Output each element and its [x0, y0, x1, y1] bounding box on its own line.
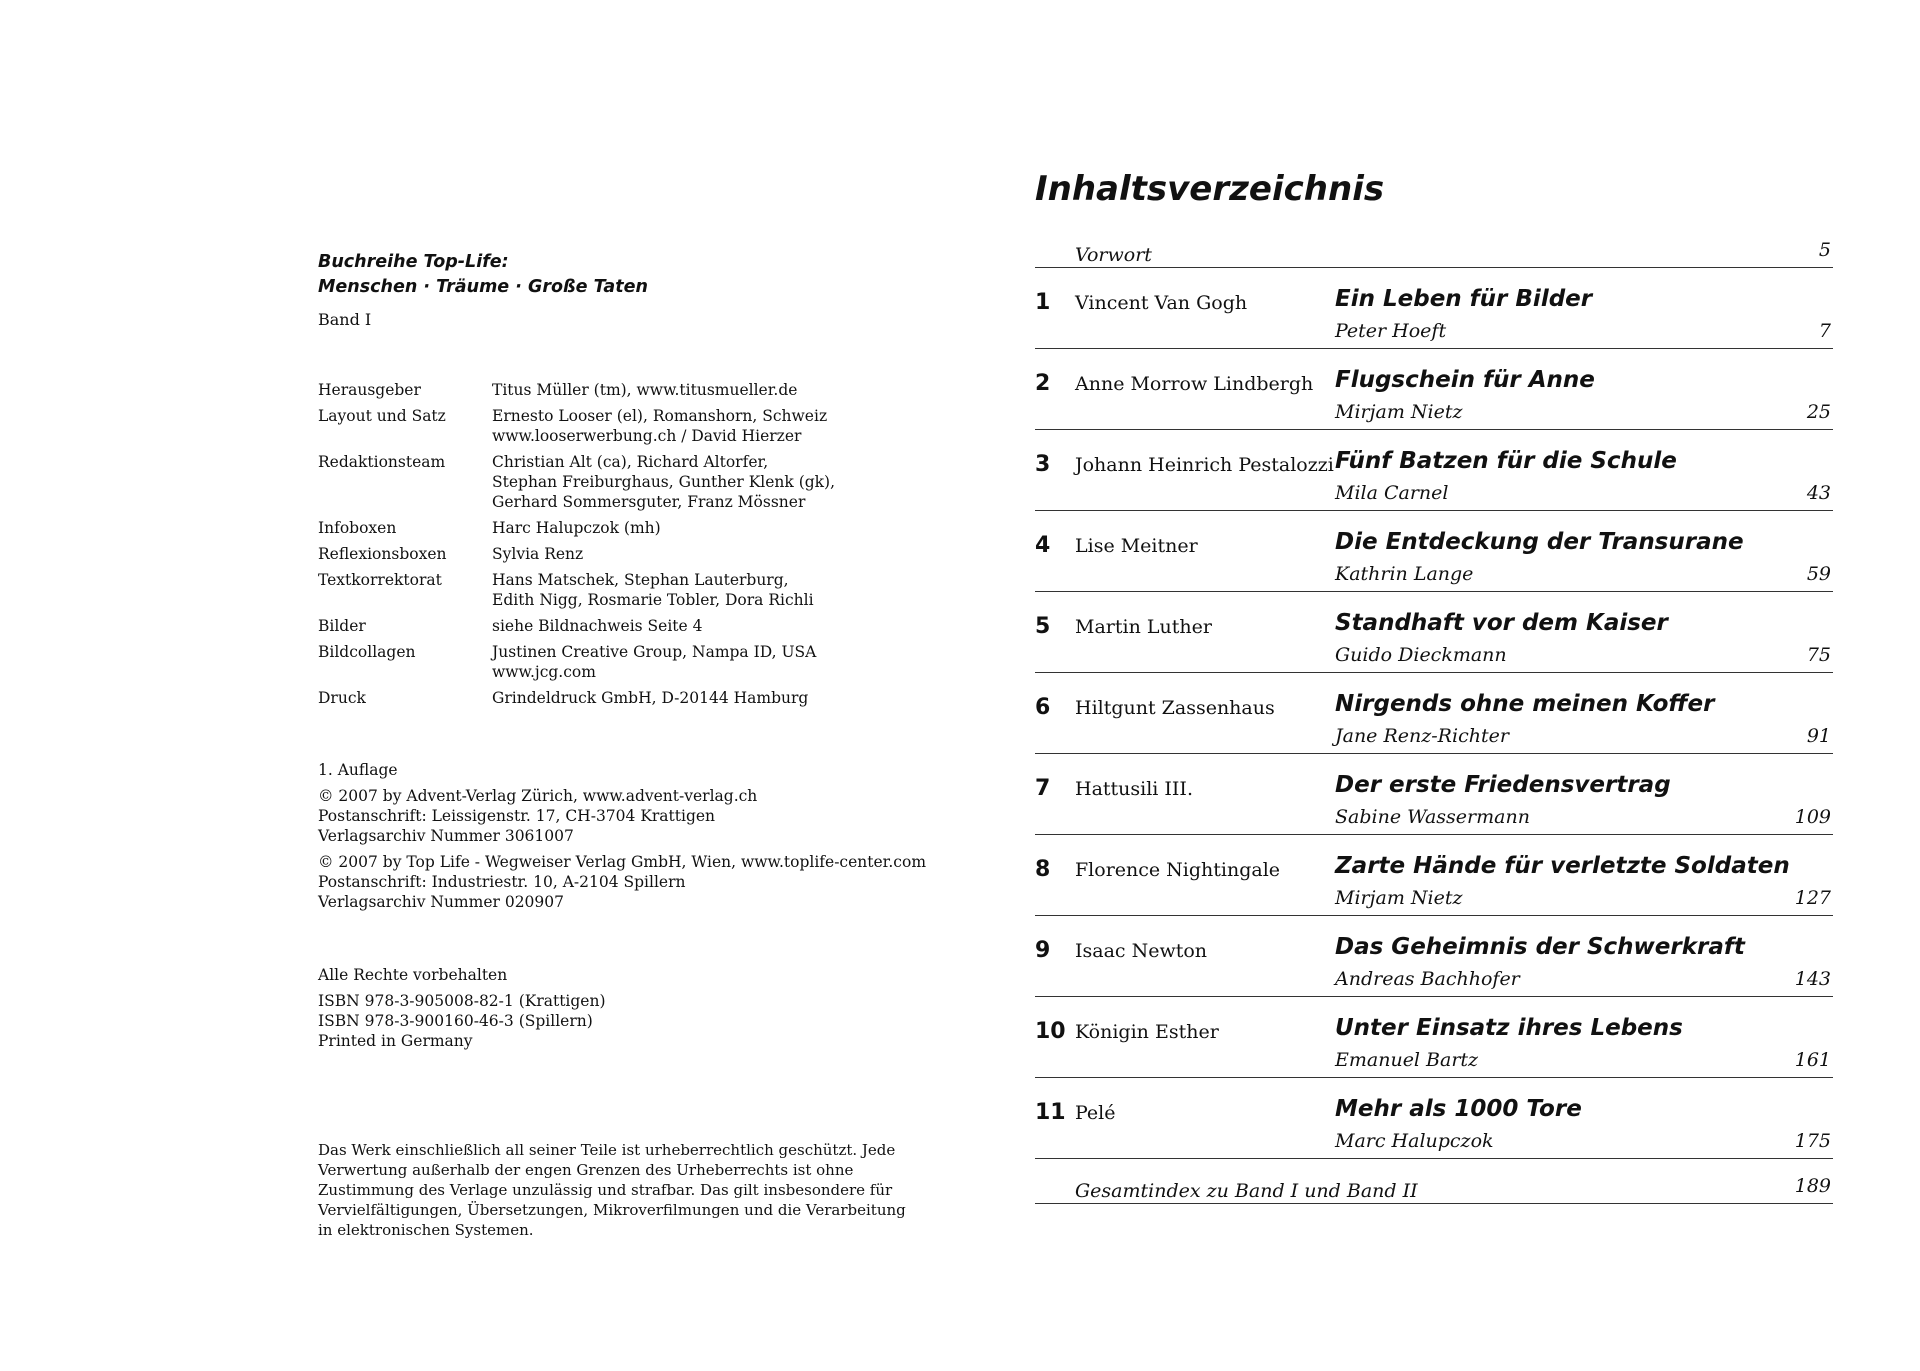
toc-entry[interactable] — [1035, 592, 1833, 673]
toc-entry[interactable] — [1035, 268, 1833, 349]
toc-number: 6 — [1035, 695, 1051, 720]
toc-entry[interactable] — [1035, 835, 1833, 916]
credit-row — [318, 380, 938, 400]
credit-value: Hans Matschek, Stephan Lauterburg, Edith Nigg, Rosmarie Tobler, Dora Richli — [492, 571, 814, 609]
toc-number: 2 — [1035, 371, 1051, 396]
toc-number: 5 — [1035, 614, 1051, 639]
toc-chapter-title: Nirgends ohne meinen Koffer — [1335, 691, 1715, 717]
toc-person: Hattusili III. — [1075, 778, 1193, 800]
toc-number: 1 — [1035, 290, 1051, 315]
rights-reserved: Alle Rechte vorbehalten — [318, 966, 508, 984]
toc-entry[interactable] — [1035, 511, 1833, 592]
credit-label: Druck — [318, 689, 366, 707]
credit-label: Redaktionsteam — [318, 453, 446, 471]
toc-page: 109 — [1794, 806, 1831, 828]
toc-person: Königin Esther — [1075, 1021, 1219, 1043]
isbn-block: ISBN 978-3-905008-82-1 (Krattigen) ISBN 978-3-900160-46-3 (Spillern) Printed in Germany — [318, 992, 606, 1050]
toc-author: Mirjam Nietz — [1335, 887, 1463, 909]
toc-entry[interactable] — [1035, 349, 1833, 430]
credit-value: siehe Bildnachweis Seite 4 — [492, 617, 703, 635]
band-label: Band I — [318, 310, 372, 329]
toc-entry[interactable] — [1035, 916, 1833, 997]
toc-author: Andreas Bachhofer — [1335, 968, 1520, 990]
credit-value: Harc Halupczok (mh) — [492, 519, 661, 537]
credits-list — [318, 380, 938, 714]
toc-author: Jane Renz-Richter — [1335, 725, 1509, 747]
toc-person: Pelé — [1075, 1102, 1116, 1124]
credit-row — [318, 688, 938, 708]
toc-person: Anne Morrow Lindbergh — [1075, 373, 1314, 395]
credit-label: Bildcollagen — [318, 643, 416, 661]
toc-page: 25 — [1806, 401, 1831, 423]
toc-chapter-title: Das Geheimnis der Schwerkraft — [1335, 934, 1745, 960]
toc-chapter-title: Ein Leben für Bilder — [1335, 286, 1593, 312]
toc-author: Peter Hoeft — [1335, 320, 1447, 342]
toc-title: Inhaltsverzeichnis — [1035, 169, 1385, 209]
credit-row — [318, 642, 938, 682]
toc-page: 91 — [1806, 725, 1831, 747]
toc-page: 127 — [1794, 887, 1831, 909]
series-title-line2: Menschen · Träume · Große Taten — [318, 277, 648, 297]
credit-row — [318, 616, 938, 636]
toc-number: 8 — [1035, 857, 1051, 882]
credit-label: Infoboxen — [318, 519, 397, 537]
credit-row — [318, 406, 938, 446]
credit-value: Ernesto Looser (el), Romanshorn, Schweiz www.looserwerbung.ch / David Hierzer — [492, 407, 828, 445]
credit-value: Titus Müller (tm), www.titusmueller.de — [492, 381, 798, 399]
credit-label: Bilder — [318, 617, 366, 635]
toc-page: 59 — [1806, 563, 1831, 585]
credit-row — [318, 570, 938, 610]
rights-info — [318, 965, 958, 1057]
toc-chapter-title: Fünf Batzen für die Schule — [1335, 448, 1677, 474]
toc-index[interactable] — [1035, 1159, 1833, 1204]
table-of-contents — [1035, 165, 1833, 1204]
credit-value: Sylvia Renz — [492, 545, 584, 563]
toc-label: Vorwort — [1075, 243, 1152, 266]
toc-number: 4 — [1035, 533, 1051, 558]
toc-entry[interactable] — [1035, 1078, 1833, 1159]
toc-person: Isaac Newton — [1075, 940, 1208, 962]
toc-number: 3 — [1035, 452, 1051, 477]
toc-author: Mila Carnel — [1335, 482, 1449, 504]
credit-row — [318, 518, 938, 538]
toc-page: 161 — [1794, 1049, 1831, 1071]
toc-author: Emanuel Bartz — [1335, 1049, 1479, 1071]
toc-entry[interactable] — [1035, 997, 1833, 1078]
toc-chapter-title: Die Entdeckung der Transurane — [1335, 529, 1744, 555]
credit-label: Layout und Satz — [318, 407, 446, 425]
credit-label: Herausgeber — [318, 381, 421, 399]
credit-value: Grindeldruck GmbH, D-20144 Hamburg — [492, 689, 809, 707]
toc-person: Johann Heinrich Pestalozzi — [1075, 454, 1334, 476]
toc-person: Lise Meitner — [1075, 535, 1198, 557]
toc-entry[interactable] — [1035, 673, 1833, 754]
toc-page: 189 — [1794, 1175, 1831, 1197]
toc-entry[interactable] — [1035, 430, 1833, 511]
toc-number: 11 — [1035, 1100, 1066, 1125]
toc-chapter-title: Der erste Friedensvertrag — [1335, 772, 1671, 798]
credit-row — [318, 544, 938, 564]
toc-author: Sabine Wassermann — [1335, 806, 1530, 828]
toc-page: 43 — [1806, 482, 1831, 504]
toc-page: 5 — [1818, 239, 1831, 261]
copyright-notice: Das Werk einschließlich all seiner Teile ist urheberrechtlich geschützt. Jede Verwertung außerhalb der engen Grenzen des Urheberrechts ist ohne Zustimmung des Verlage unzulässig und strafbar. Das gilt insbesondere für Vervielfältigungen, Übersetzungen, Mikroverfilmungen und die Verarbeitung in elektronischen Systemen. — [318, 1141, 906, 1239]
toc-chapter-title: Standhaft vor dem Kaiser — [1335, 610, 1668, 636]
toc-number: 9 — [1035, 938, 1051, 963]
toc-chapter-title: Unter Einsatz ihres Lebens — [1335, 1015, 1683, 1041]
publication-info — [318, 760, 958, 918]
toc-author: Kathrin Lange — [1335, 563, 1474, 585]
publisher-block: © 2007 by Top Life - Wegweiser Verlag GmbH, Wien, www.toplife-center.com Postanschrift: Industriestr. 10, A-2104 Spillern Verlagsarchiv Nummer 020907 — [318, 853, 927, 911]
toc-chapter-title: Mehr als 1000 Tore — [1335, 1096, 1582, 1122]
toc-chapter-title: Zarte Hände für verletzte Soldaten — [1335, 853, 1790, 879]
edition-line: 1. Auflage — [318, 761, 398, 779]
toc-label: Gesamtindex zu Band I und Band II — [1075, 1179, 1418, 1202]
toc-author: Mirjam Nietz — [1335, 401, 1463, 423]
credit-value: Justinen Creative Group, Nampa ID, USA www.jcg.com — [492, 643, 817, 681]
series-title-line1: Buchreihe Top-Life: — [318, 252, 509, 272]
toc-page: 143 — [1794, 968, 1831, 990]
toc-page: 75 — [1806, 644, 1831, 666]
imprint-page — [318, 250, 927, 1239]
toc-page: 7 — [1818, 320, 1831, 342]
toc-entry[interactable] — [1035, 754, 1833, 835]
toc-number: 10 — [1035, 1019, 1066, 1044]
toc-person: Vincent Van Gogh — [1075, 292, 1248, 314]
toc-person: Florence Nightingale — [1075, 859, 1281, 881]
toc-person: Hiltgunt Zassenhaus — [1075, 697, 1275, 719]
toc-foreword[interactable] — [1035, 223, 1833, 268]
credit-value: Christian Alt (ca), Richard Altorfer, Stephan Freiburghaus, Gunther Klenk (gk), Gerhard Sommersguter, Franz Mössner — [492, 453, 836, 511]
toc-number: 7 — [1035, 776, 1051, 801]
publisher-block: © 2007 by Advent-Verlag Zürich, www.advent-verlag.ch Postanschrift: Leissigenstr. 17, CH-3704 Krattigen Verlagsarchiv Nummer 3061007 — [318, 787, 758, 845]
credit-label: Textkorrektorat — [318, 571, 442, 589]
toc-person: Martin Luther — [1075, 616, 1212, 638]
toc-chapter-title: Flugschein für Anne — [1335, 367, 1595, 393]
toc-page: 175 — [1794, 1130, 1831, 1152]
toc-author: Marc Halupczok — [1335, 1130, 1494, 1152]
toc-author: Guido Dieckmann — [1335, 644, 1507, 666]
credit-row — [318, 452, 938, 512]
toc-list — [1035, 223, 1833, 1204]
credit-label: Reflexionsboxen — [318, 545, 447, 563]
